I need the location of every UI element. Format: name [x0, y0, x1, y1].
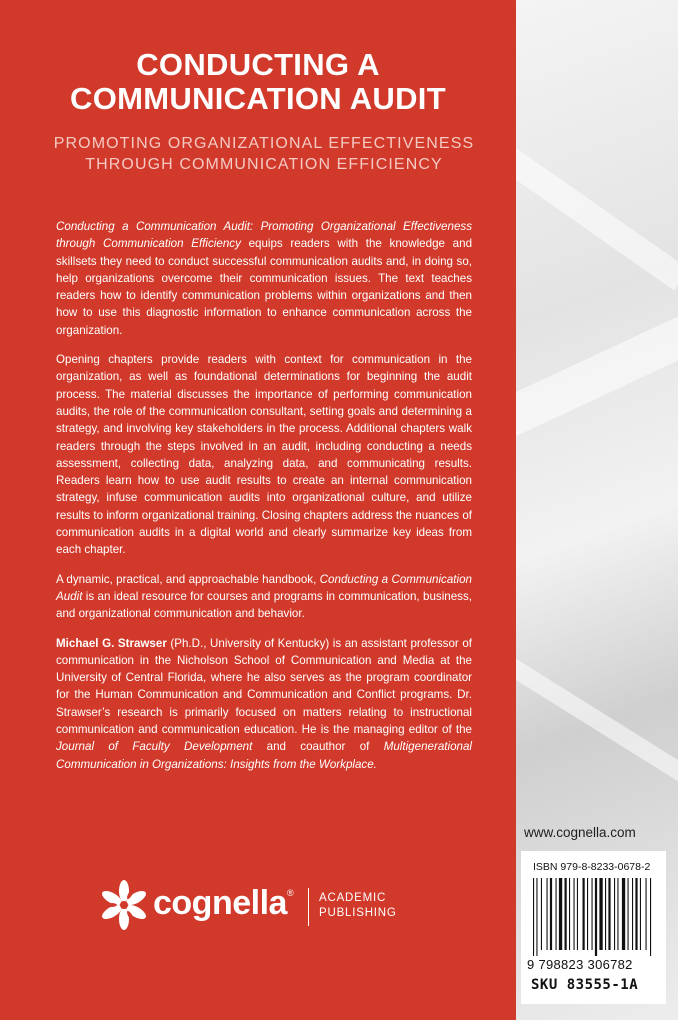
barcode-bar: [547, 878, 548, 950]
author-bio-text-a: (Ph.D., University of Kentucky) is an assistant professor of communication in the Nicholson School of Communication and Media at the University of Central Florida, where he also serves as the program coordinator for the Human Communication and Communication and Conflict programs. Dr. Strawser’s research is primarily focused on matters relating to instructional communication and communication education. He is the managing editor of the: [56, 636, 472, 737]
barcode-bar: [587, 878, 588, 950]
book-title-reference-2: Conducting a Communication Audit: [56, 572, 472, 603]
trademark-mark: ®: [286, 888, 294, 898]
book-title: [0, 48, 516, 116]
sku-number: SKU 83555-1A: [531, 977, 639, 993]
description-p3-text: is an ideal resource for courses and programs in communication, business, and organizational communication and behavior.: [56, 589, 472, 621]
barcode-bar: [556, 878, 557, 950]
barcode-bar: [640, 878, 641, 950]
barcode-icon: [533, 878, 654, 956]
barcode-bar: [541, 878, 542, 950]
description-p1-text: equips readers with the knowledge and skillsets they need to conduct successful communication audits and, in doing so, help organizations overcome their communication issues. The text teaches readers how to identify communication problems within organizations and then how to use this diagnostic information to enhance communication across the organization.: [56, 237, 473, 337]
description-paragraph-2: Opening chapters provide readers with context for communication in the organization, as well as foundational determinations for beginning the audit process. The material discusses the importance of performing communication audits, the role of the communication consultant, setting goals and determining a strategy, and involving key stakeholders in the process. Additional chapters walk readers through the steps involved in an audit, including conducting a needs assessment, collecting data, analyzing data, and communicating results. Readers learn how to use audit results to create an internal communication strategy, infuse communication audits into organizational culture, and utilize results to inform organizational training. Closing chapters address the nuances of communication audits in a digital world and clearly summarize key ideas from each chapter.: [56, 353, 472, 557]
title-line-1: CONDUCTING A: [136, 47, 380, 82]
author-bio: [56, 635, 472, 773]
book-subtitle: [0, 133, 528, 175]
barcode-bar: [559, 878, 562, 950]
barcode-bar: [595, 878, 597, 956]
coauthored-title: Multigenerational Communication in Organizations: Insights from the Workplace.: [56, 740, 472, 771]
description-paragraph-3: [56, 571, 472, 623]
subtitle-line-1: PROMOTING ORGANIZATIONAL EFFECTIVENESS: [53, 135, 475, 152]
barcode-digits: 9 798823 306782: [527, 957, 633, 972]
subtitle-line-2: THROUGH COMMUNICATION EFFICIENCY: [85, 156, 443, 173]
author-bio-text-b: and coauthor of: [252, 740, 384, 754]
barcode-bar: [650, 878, 651, 956]
cognella-flower-icon: [97, 878, 151, 932]
journal-title: Journal of Faculty Development: [56, 740, 253, 754]
barcode-bar: [628, 878, 629, 950]
barcode-bar: [614, 878, 615, 950]
barcode-bar: [533, 878, 534, 956]
barcode-label: [521, 851, 666, 1004]
barcode-bar: [577, 878, 578, 950]
publisher-division: [319, 891, 397, 921]
barcode-bar: [550, 878, 552, 950]
back-cover-copy: [56, 218, 472, 785]
publisher-wordmark: [153, 884, 293, 923]
author-name: Michael G. Strawser: [56, 636, 167, 650]
book-title-reference: Conducting a Communication Audit: Promoting Organizational Effectiveness through Communication Efficiency: [56, 220, 472, 251]
barcode-bar: [536, 878, 537, 956]
publisher-logo: [97, 878, 417, 938]
publisher-brand: cognella: [153, 884, 287, 922]
barcode-bar: [569, 878, 570, 950]
barcode-bar: [617, 878, 618, 950]
description-p3-start: A dynamic, practical, and approachable handbook,: [56, 572, 320, 586]
barcode-bar: [565, 878, 567, 950]
barcode-bar: [599, 878, 602, 950]
barcode-bar: [608, 878, 610, 950]
description-paragraph-1: [56, 218, 472, 339]
barcode-bar: [632, 878, 633, 950]
isbn-number: ISBN 979-8-8233-0678-2: [533, 861, 651, 873]
barcode-bar: [622, 878, 625, 950]
publisher-website[interactable]: www.cognella.com: [524, 825, 636, 840]
barcode-bar: [583, 878, 585, 950]
division-line-2: PUBLISHING: [319, 907, 397, 919]
barcode-bar: [646, 878, 647, 950]
title-line-2: COMMUNICATION AUDIT: [70, 81, 446, 116]
barcode-bar: [635, 878, 637, 950]
division-line-1: ACADEMIC: [319, 892, 387, 904]
barcode-bar: [605, 878, 606, 950]
barcode-bar: [592, 878, 593, 950]
logo-divider: [308, 888, 309, 926]
barcode-bar: [574, 878, 575, 950]
